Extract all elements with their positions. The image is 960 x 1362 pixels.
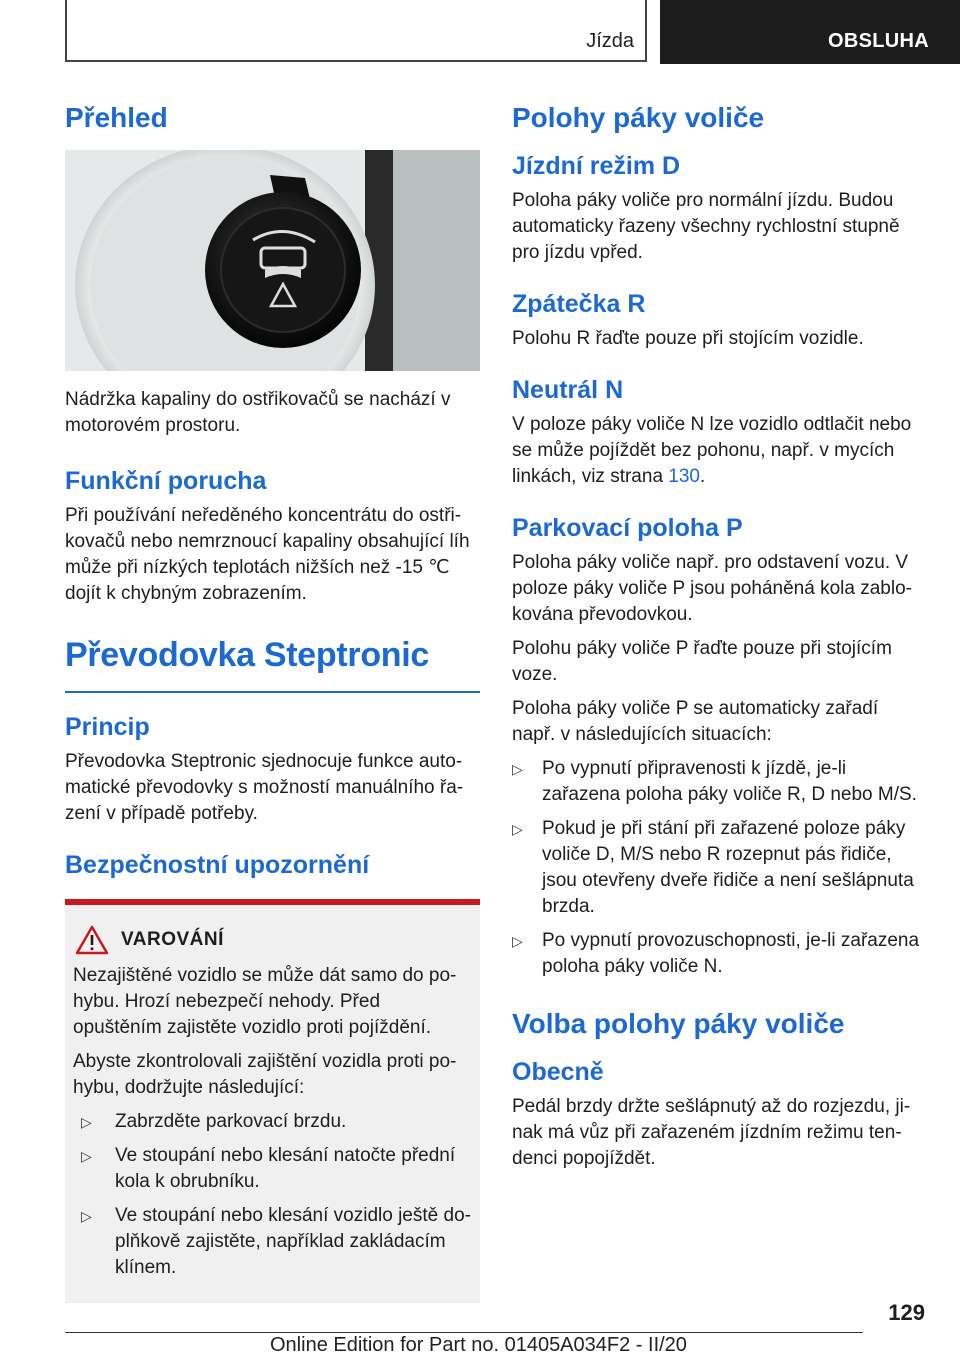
warning-bar bbox=[65, 899, 480, 905]
list-item: ▷ Pokud je při stání při zařazené poloze páky voliče D, M/S nebo R rozepnut pás řidiče, jsou otevřeny dveře řidiče a není sešlápnuta brzda. bbox=[512, 818, 914, 917]
page-number: 129 bbox=[888, 1300, 925, 1325]
right-column bbox=[512, 100, 922, 1180]
warning-paragraph-2: Abyste zkontrolovali zajištění vozidla proti pohybu, dodržujte následující: bbox=[73, 1051, 457, 1098]
p-text-2: Polohu páky voliče P řaďte pouze při stojícím voze. bbox=[512, 638, 892, 685]
heading-volba-polohy: Volba polohy páky voliče bbox=[512, 1008, 845, 1039]
list-item: ▷ Ve stoupání nebo klesání natočte přední kola k obrubníku. bbox=[81, 1145, 456, 1192]
d-text: Poloha páky voliče pro normální jízdu. Budou automaticky řazeny všechny rychlostní stupně pro jízdu vpřed. bbox=[512, 190, 900, 263]
r-text: Polohu R řaďte pouze při stojícím vozidle. bbox=[512, 328, 864, 349]
footer-edition: Online Edition for Part no. 01405A034F2 - II/20 bbox=[270, 1334, 687, 1356]
page-link-130[interactable]: 130 bbox=[668, 466, 700, 487]
washer-fluid-cap-photo bbox=[65, 150, 480, 371]
heading-prehled: Přehled bbox=[65, 102, 168, 133]
header-frame bbox=[65, 0, 647, 62]
triangle-bullet-icon: ▷ bbox=[512, 821, 523, 837]
heading-zpatecka-r: Zpátečka R bbox=[512, 290, 646, 318]
warning-label: VAROVÁNÍ bbox=[121, 929, 224, 950]
heading-polohy-paky-volice: Polohy páky voliče bbox=[512, 102, 765, 133]
heading-parkovaci-poloha-p: Parkovací poloha P bbox=[512, 514, 743, 542]
header-section-title: Jízda bbox=[586, 30, 634, 52]
section-divider bbox=[65, 691, 480, 693]
list-item: ▷ Ve stoupání nebo klesání vozidlo ještě doplňkově zajistěte, například zakládacím klínem. bbox=[81, 1205, 471, 1278]
p-text-3: Poloha páky voliče P se automaticky zařadí např. v následujících situacích: bbox=[512, 698, 879, 745]
warning-box bbox=[65, 899, 480, 1303]
heading-funkcni-porucha: Funkční porucha bbox=[65, 467, 267, 495]
header-chapter-tab: OBSLUHA bbox=[660, 0, 960, 64]
warning-list bbox=[73, 1109, 472, 1281]
p-text-1: Poloha páky voliče např. pro odstavení vozu. V poloze páky voliče P jsou poháněná kola zablokována převodovkou. bbox=[512, 552, 912, 625]
heading-bezpecnostni-upozorneni: Bezpečnostní upozornění bbox=[65, 851, 370, 879]
photo-caption: Nádržka kapaliny do ostřikovačů se nachází v motorovém prostoru. bbox=[65, 389, 451, 436]
porucha-text: Při používání neředěného koncentrátu do ostřikovačů nebo nemrznoucí kapaliny obsahující líh může při nízkých teplotách nižších než -15 ℃ dojít k chybným zobrazením. bbox=[65, 505, 470, 604]
list-item: ▷ Po vypnutí provozuschopnosti, je-li zařazena poloha páky voliče N. bbox=[512, 930, 920, 977]
list-item: ▷ Po vypnutí připravenosti k jízdě, je-li zařazena poloha páky voliče R, D nebo M/S. bbox=[512, 758, 917, 805]
triangle-bullet-icon: ▷ bbox=[512, 933, 523, 949]
heading-neutral-n: Neutrál N bbox=[512, 376, 624, 404]
triangle-bullet-icon: ▷ bbox=[512, 761, 523, 777]
warning-paragraph-1: Nezajištěné vozidlo se může dát samo do pohybu. Hrozí nebezpečí nehody. Před opuštěním zajistěte vozidlo proti pojíždění. bbox=[73, 965, 457, 1038]
p-situations-list bbox=[512, 756, 922, 980]
triangle-bullet-icon: ▷ bbox=[81, 1114, 92, 1130]
n-text: V poloze páky voliče N lze vozidlo odtlačit nebo se může pojíždět bez pohonu, např. v mycích linkách, viz strana 130. bbox=[512, 414, 912, 487]
heading-princip: Princip bbox=[65, 713, 150, 741]
triangle-bullet-icon: ▷ bbox=[81, 1208, 92, 1224]
obecne-text: Pedál brzdy držte sešlápnutý až do rozjezdu, jinak má vůz při zařazeném jízdním režimu tendenci popojíždět. bbox=[512, 1096, 911, 1169]
heading-obecne: Obecně bbox=[512, 1058, 604, 1086]
left-column bbox=[65, 100, 480, 1303]
warning-title bbox=[73, 925, 472, 955]
heading-jizdni-rezim-d: Jízdní režim D bbox=[512, 152, 681, 180]
washer-cap-illustration bbox=[65, 150, 480, 371]
footer-divider bbox=[65, 1332, 863, 1333]
princip-text: Převodovka Steptronic sjednocuje funkce automatické převodovky s možností manuálního řazení v případě potřeby. bbox=[65, 751, 464, 824]
triangle-bullet-icon: ▷ bbox=[81, 1148, 92, 1164]
warning-triangle-icon bbox=[75, 925, 109, 955]
list-item: ▷ Zabrzděte parkovací brzdu. bbox=[81, 1109, 472, 1135]
heading-prevodovka-steptronic: Převodovka Steptronic bbox=[65, 636, 430, 674]
